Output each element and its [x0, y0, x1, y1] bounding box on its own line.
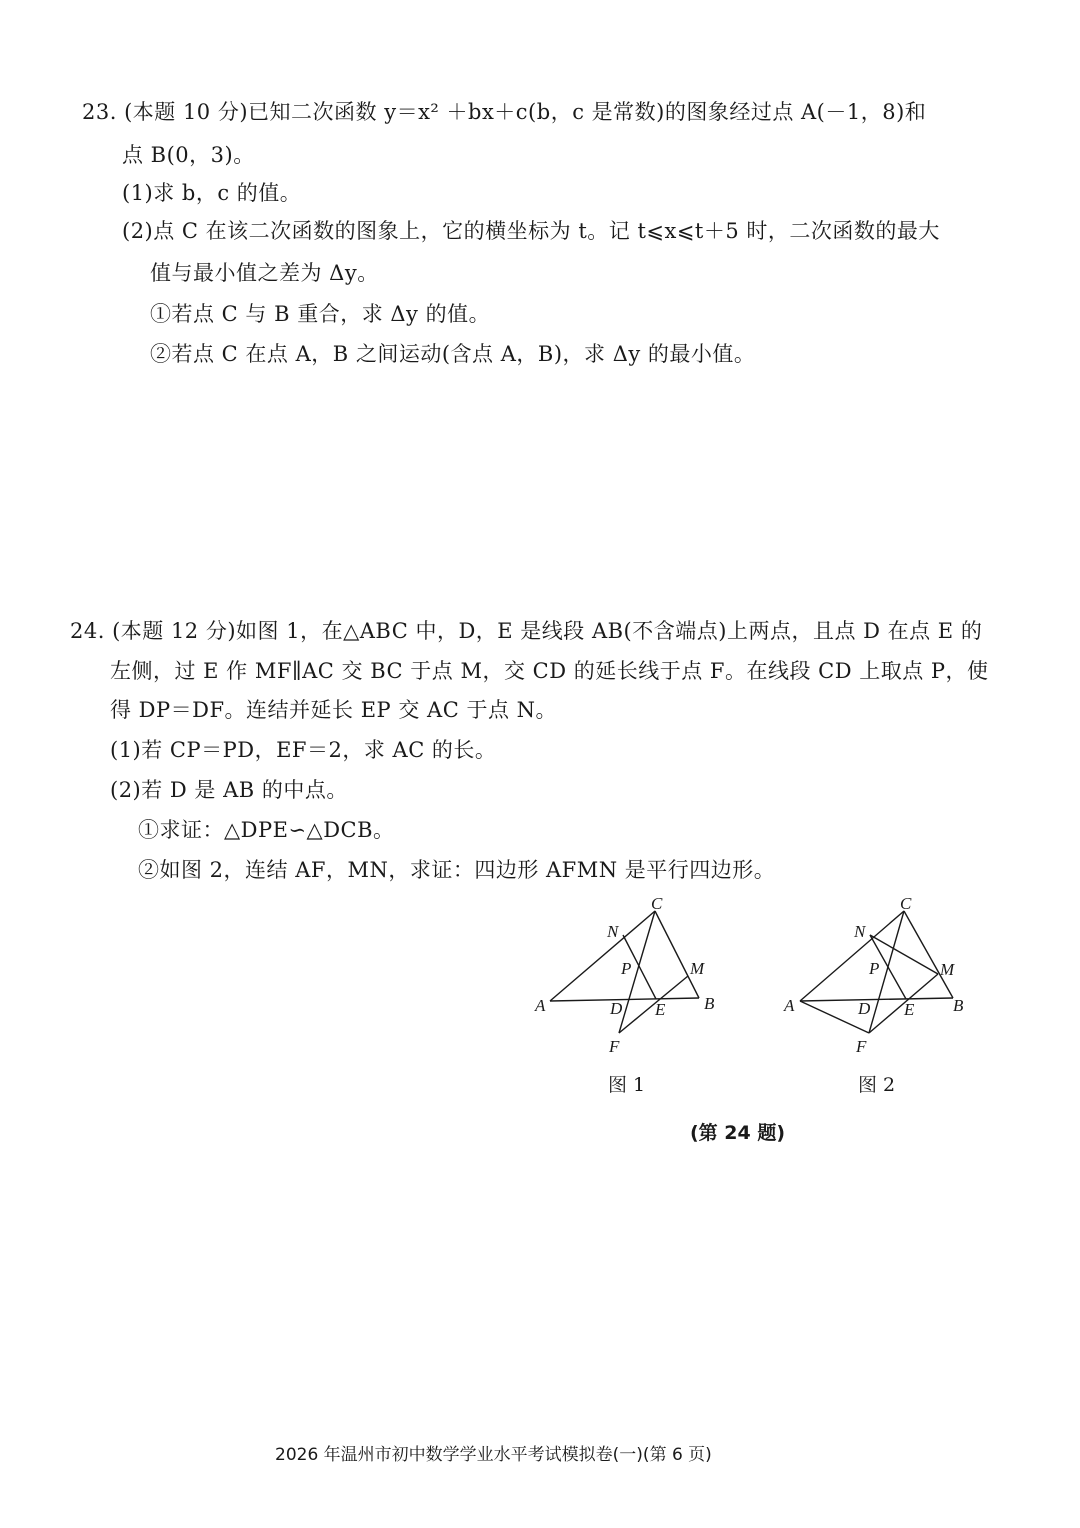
fig1-label-N: N	[607, 922, 619, 941]
q23-sub2: ②若点 C 在点 A，B 之间运动(含点 A，B)，求 Δy 的最小值。	[150, 342, 756, 366]
fig1-label-P: P	[621, 959, 632, 978]
fig2-label-P: P	[869, 959, 880, 978]
q24-stem-line2: 左侧，过 E 作 MF∥AC 交 BC 于点 M，交 CD 的延长线于点 F。在线段 CD 上取点 P，使	[110, 659, 989, 683]
figure-group-caption: (第 24 题)	[690, 1122, 786, 1144]
fig1-label-A: A	[535, 996, 546, 1015]
figure-2	[780, 895, 980, 1065]
fig1-label-C: C	[651, 895, 663, 913]
q23-sub1: ①若点 C 与 B 重合，求 Δy 的值。	[150, 302, 491, 326]
figure-1	[525, 895, 735, 1065]
q24-sub1: ①求证：△DPE∽△DCB。	[138, 818, 395, 842]
q24-stem-line1: 24. (本题 12 分)如图 1，在△ABC 中，D，E 是线段 AB(不含端点)上两点，且点 D 在点 E 的	[70, 619, 983, 643]
fig1-label-B: B	[704, 994, 715, 1013]
fig1-label-D: D	[610, 999, 623, 1018]
fig1-segment-MF	[619, 976, 688, 1033]
fig2-label-A: A	[784, 996, 795, 1015]
fig2-segment-BC	[904, 911, 953, 998]
fig2-label-B: B	[953, 996, 964, 1015]
fig1-segment-AC	[550, 911, 655, 1001]
q23-stem-line1: 23. (本题 10 分)已知二次函数 y＝x² ＋bx＋c(b，c 是常数)的图象经过点 A(－1，8)和	[82, 100, 927, 124]
fig2-label-N: N	[854, 922, 866, 941]
fig1-segment-AB	[550, 998, 699, 1001]
fig1-label-F: F	[609, 1037, 620, 1056]
q24-part2: (2)若 D 是 AB 的中点。	[110, 778, 348, 802]
q24-sub2: ②如图 2，连结 AF，MN，求证：四边形 AFMN 是平行四边形。	[138, 858, 776, 882]
fig2-label-D: D	[858, 999, 871, 1018]
q23-part2-line1: (2)点 C 在该二次函数的图象上，它的横坐标为 t。记 t⩽x⩽t＋5 时，二次函数的最大	[122, 219, 940, 243]
fig2-label-F: F	[856, 1037, 867, 1056]
fig1-label-E: E	[655, 1000, 666, 1019]
fig2-label-M: M	[940, 960, 955, 979]
figure-2-caption: 图 2	[858, 1074, 896, 1096]
fig2-segment-AC	[800, 911, 904, 1001]
fig2-label-C: C	[900, 895, 912, 913]
fig2-segment-AB	[800, 998, 953, 1001]
q23-stem-line2: 点 B(0，3)。	[122, 143, 255, 167]
page-footer: 2026 年温州市初中数学学业水平考试模拟卷(一)(第 6 页)	[275, 1445, 712, 1465]
figure-1-caption: 图 1	[608, 1074, 646, 1096]
fig2-label-E: E	[904, 1000, 915, 1019]
q23-part2-line2: 值与最小值之差为 Δy。	[150, 261, 379, 285]
q23-part1: (1)求 b，c 的值。	[122, 181, 302, 205]
q24-stem-line3: 得 DP＝DF。连结并延长 EP 交 AC 于点 N。	[110, 698, 557, 722]
fig1-label-M: M	[690, 959, 705, 978]
q24-part1: (1)若 CP＝PD，EF＝2，求 AC 的长。	[110, 738, 497, 762]
